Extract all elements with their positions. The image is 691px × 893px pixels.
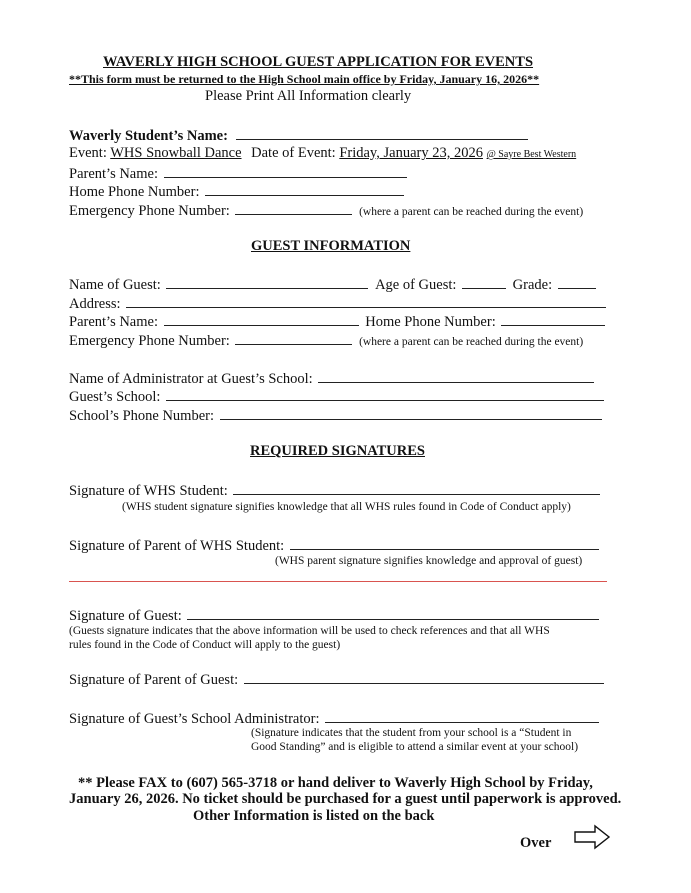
right-arrow-outline-icon — [573, 824, 611, 850]
guest-age-label: Age of Guest: — [375, 277, 457, 293]
guest-emergency-note: (where a parent can be reached during the event) — [359, 336, 584, 348]
signatures-heading: REQUIRED SIGNATURES — [250, 443, 425, 459]
guest-age-field[interactable] — [462, 275, 506, 289]
print-instruction: Please Print All Information clearly — [205, 88, 412, 104]
guest-admin-label: Name of Administrator at Guest’s School: — [69, 371, 313, 387]
emergency-phone-label: Emergency Phone Number: — [69, 203, 230, 219]
footer-fax-line1: ** Please FAX to (607) 565-3718 or hand deliver to Waverly High School by Friday, — [78, 775, 593, 791]
student-name-label: Waverly Student’s Name: — [69, 128, 228, 144]
guest-admin-row — [69, 369, 594, 388]
emergency-phone-row — [69, 201, 583, 220]
parent-signature-note: (WHS parent signature signifies knowledge and approval of guest) — [275, 555, 583, 567]
footer-fax-line2: January 26, 2026. No ticket should be purchased for a guest until paperwork is approved. — [69, 791, 622, 807]
event-row — [69, 145, 576, 162]
school-phone-label: School’s Phone Number: — [69, 408, 214, 424]
guest-signature-label: Signature of Guest: — [69, 608, 182, 624]
emergency-phone-field[interactable] — [235, 201, 352, 215]
guest-grade-field[interactable] — [558, 275, 596, 289]
parent-name-row — [69, 164, 407, 183]
guest-admin-field[interactable] — [318, 369, 594, 383]
guest-name-label: Name of Guest: — [69, 277, 161, 293]
parent-signature-field[interactable] — [290, 536, 599, 550]
home-phone-label: Home Phone Number: — [69, 184, 200, 200]
student-signature-row — [69, 481, 600, 500]
admin-signature-note-line1: (Signature indicates that the student from your school is a “Student in — [251, 727, 572, 739]
school-phone-field[interactable] — [220, 406, 602, 420]
guest-name-row — [69, 275, 596, 294]
guest-home-phone-field[interactable] — [501, 312, 605, 326]
student-signature-label: Signature of WHS Student: — [69, 483, 228, 499]
guest-parent-signature-field[interactable] — [244, 670, 604, 684]
guest-school-row — [69, 387, 604, 406]
section-divider — [69, 581, 607, 582]
guest-signature-note-line1: (Guests signature indicates that the above information will be used to check references and that all WHS — [69, 625, 550, 637]
return-deadline-notice: **This form must be returned to the High School main office by Friday, January 16, 2026** — [69, 72, 540, 86]
home-phone-field[interactable] — [205, 182, 404, 196]
home-phone-row — [69, 182, 404, 201]
event-date-value: Friday, January 23, 2026 — [339, 145, 483, 161]
event-label: Event: — [69, 145, 107, 161]
admin-signature-note-line2: Good Standing” and is eligible to attend a similar event at your school) — [251, 741, 579, 753]
guest-signature-row — [69, 606, 599, 625]
parent-name-field[interactable] — [164, 164, 407, 178]
student-name-field[interactable] — [236, 126, 528, 140]
event-date-label: Date of Event: — [251, 145, 336, 161]
guest-school-label: Guest’s School: — [69, 389, 161, 405]
guest-emergency-row — [69, 331, 583, 350]
guest-parent-row — [69, 312, 605, 331]
guest-school-field[interactable] — [166, 387, 604, 401]
footer-back-info: Other Information is listed on the back — [193, 808, 435, 824]
event-location: @ Sayre Best Western — [486, 149, 577, 160]
guest-parent-field[interactable] — [164, 312, 359, 326]
parent-signature-label: Signature of Parent of WHS Student: — [69, 538, 285, 554]
guest-parent-label: Parent’s Name: — [69, 314, 158, 330]
admin-signature-field[interactable] — [325, 709, 599, 723]
guest-address-row — [69, 294, 606, 313]
guest-emergency-label: Emergency Phone Number: — [69, 333, 230, 349]
over-label: Over — [520, 835, 552, 851]
guest-parent-signature-label: Signature of Parent of Guest: — [69, 672, 239, 688]
school-phone-row — [69, 406, 602, 425]
student-signature-field[interactable] — [233, 481, 600, 495]
parent-signature-row — [69, 536, 599, 555]
guest-grade-label: Grade: — [512, 277, 553, 293]
student-name-row — [69, 126, 528, 145]
guest-signature-field[interactable] — [187, 606, 599, 620]
guest-info-heading: GUEST INFORMATION — [251, 238, 411, 254]
guest-parent-signature-row — [69, 670, 604, 689]
admin-signature-row — [69, 709, 599, 728]
parent-name-label: Parent’s Name: — [69, 166, 158, 182]
guest-address-field[interactable] — [126, 294, 606, 308]
guest-name-field[interactable] — [166, 275, 368, 289]
guest-emergency-field[interactable] — [235, 331, 352, 345]
guest-address-label: Address: — [69, 296, 121, 312]
guest-signature-note-line2: rules found in the Code of Conduct will apply to the guest) — [69, 639, 341, 651]
student-signature-note: (WHS student signature signifies knowledge that all WHS rules found in Code of Conduct apply) — [122, 501, 571, 513]
event-value: WHS Snowball Dance — [110, 145, 242, 161]
admin-signature-label: Signature of Guest’s School Administrator: — [69, 711, 320, 727]
emergency-phone-note: (where a parent can be reached during the event) — [359, 206, 584, 218]
form-title: WAVERLY HIGH SCHOOL GUEST APPLICATION FOR EVENTS — [103, 54, 534, 70]
guest-home-phone-label: Home Phone Number: — [365, 314, 496, 330]
